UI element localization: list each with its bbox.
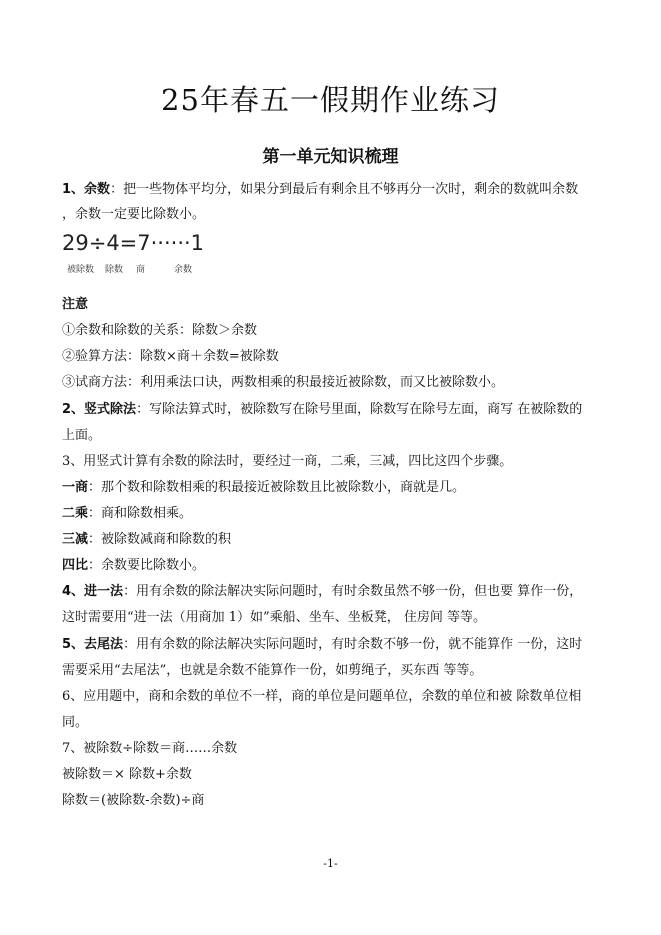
- item-2-number: 2、: [62, 402, 85, 417]
- item-7-line-3: 除数＝(被除数-余数)÷商: [62, 793, 205, 808]
- item-2-text: ：写除法算式时，被除数写在除号里面，除数写在除号左面，商写 在被除数的: [136, 402, 583, 417]
- label-quotient: 商: [136, 265, 146, 275]
- item-6-line-2: 同。: [62, 715, 89, 730]
- step-1-term: 一商: [62, 480, 89, 495]
- step-4-text: ：余数要比除数小。: [88, 558, 206, 573]
- step-1: [62, 479, 465, 497]
- item-4-text: ：用有余数的除法解决实际问题时，有时余数虽然不够一份，但也要 算作一份，: [123, 584, 583, 599]
- item-2-line-1: [62, 401, 582, 419]
- step-2-term: 二乘: [62, 506, 89, 521]
- item-1-term: 余数: [84, 182, 111, 197]
- item-4-term: 进一法: [84, 584, 124, 599]
- page-number: -1-: [323, 857, 338, 870]
- item-7-line-1: 7、被除数÷除数＝商……余数: [62, 741, 238, 756]
- section-subtitle: 第一单元知识梳理: [262, 147, 399, 167]
- label-divisor: 除数: [105, 265, 124, 275]
- item-2-line-2: 上面。: [62, 428, 102, 443]
- item-2-term: 竖式除法: [84, 402, 137, 417]
- step-4: [62, 557, 205, 575]
- step-3-term: 三减: [62, 532, 89, 547]
- note-line-2: ②验算方法：除数×商＋余数=被除数: [62, 349, 279, 364]
- label-dividend: 被除数: [67, 265, 95, 275]
- step-3-text: ：被除数减商和除数的积: [88, 532, 232, 547]
- step-1-text: ：那个数和除数相乘的积最接近被除数且比被除数小，商就是几。: [88, 480, 466, 495]
- item-5-term: 去尾法: [84, 637, 124, 652]
- step-4-term: 四比: [62, 558, 89, 573]
- item-5-number: 5、: [62, 637, 85, 652]
- item-1-number: 1、: [62, 182, 85, 197]
- item-1-line-2: ，余数一定要比除数小。: [62, 207, 206, 222]
- item-7-line-2: 被除数＝× 除数+余数: [62, 767, 192, 782]
- item-1-text: ：把一些物体平均分，如果分到最后有剩余且不够再分一次时，剩余的数就叫余数: [110, 182, 579, 197]
- label-remainder: 余数: [174, 265, 193, 275]
- note-line-1: ①余数和除数的关系：除数＞余数: [62, 323, 258, 338]
- item-5-text: ：用有余数的除法解决实际问题时，有时余数不够一份，就不能算作 一份，这时: [123, 637, 583, 652]
- item-4-line-1: [62, 583, 582, 601]
- item-6-line-1: 6、应用题中，商和余数的单位不一样，商的单位是问题单位，余数的单位和被 除数单位相: [62, 689, 582, 704]
- step-2: [62, 505, 192, 523]
- step-3: [62, 531, 231, 549]
- example-equation: 29÷4=7······1: [62, 231, 205, 255]
- item-4-line-2: 这时需要用“进一法（用商加 1）如”乘船、坐车、坐板凳， 住房间 等等。: [62, 610, 486, 625]
- item-3: 3、用竖式计算有余数的除法时，要经过一商，二乘，三减，四比这四个步骤。: [62, 454, 513, 469]
- item-5-line-1: [62, 636, 582, 654]
- step-2-text: ：商和除数相乘。: [88, 506, 193, 521]
- note-heading: 注意: [62, 297, 89, 312]
- item-4-number: 4、: [62, 584, 85, 599]
- item-1-line-1: [62, 181, 578, 199]
- note-line-3: ③试商方法：利用乘法口诀，两数相乘的积最接近被除数，而又比被除数小。: [62, 375, 505, 390]
- page-title: 25年春五一假期作业练习: [161, 83, 500, 117]
- item-5-line-2: 需要采用“去尾法”，也就是余数不能算作一份，如剪绳子，买东西 等等。: [62, 663, 483, 678]
